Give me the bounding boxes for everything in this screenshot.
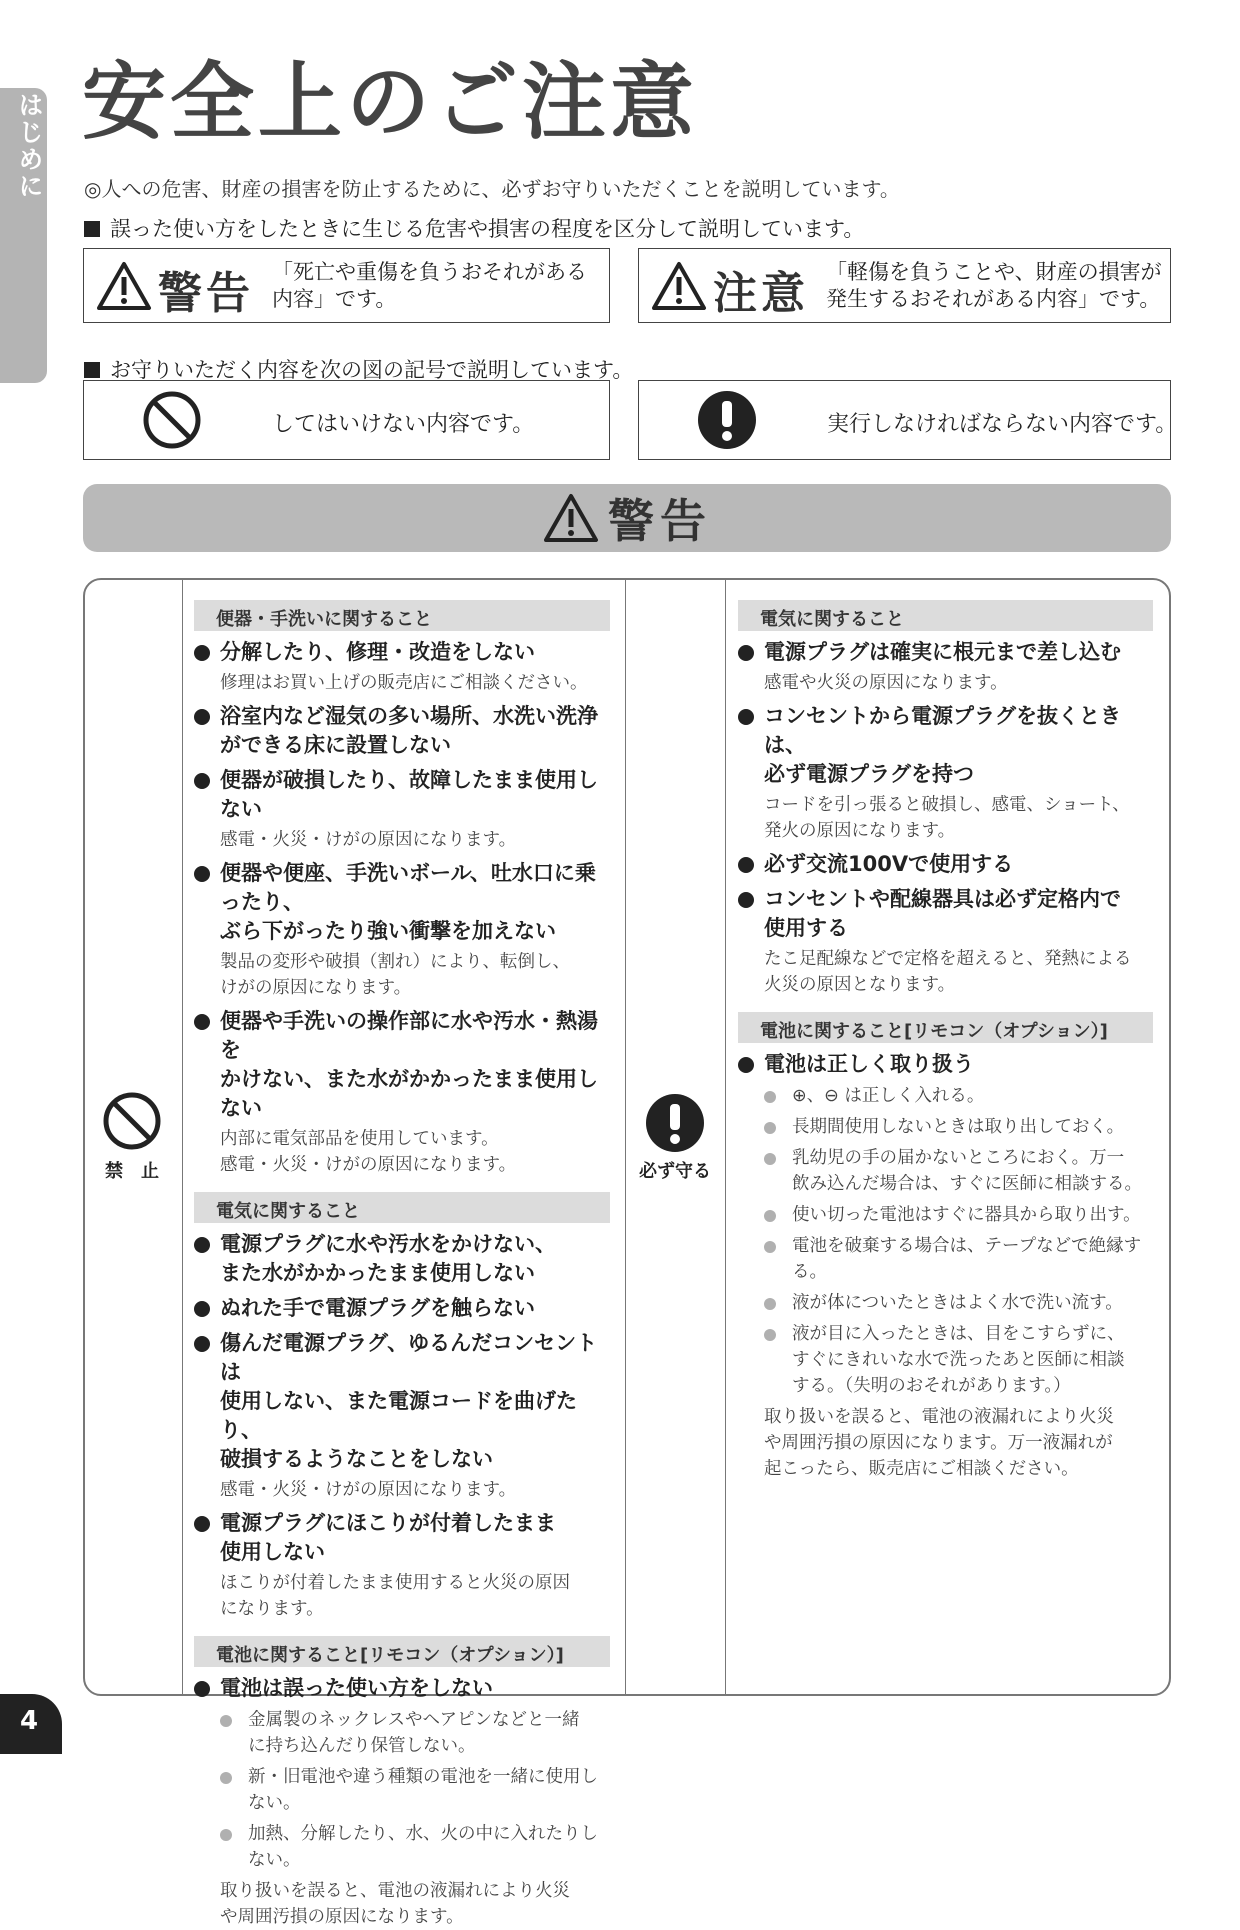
item-body	[764, 850, 1153, 879]
sub-bullet-icon	[764, 1210, 776, 1222]
caution-label: 注意	[713, 268, 809, 319]
footnote-line: や周囲汚損の原因になります。万一液漏れが	[764, 1433, 1113, 1453]
item-body	[220, 1230, 610, 1288]
item-title: 破損するようなことをしない	[220, 1447, 493, 1471]
list-item	[738, 702, 1153, 844]
banner-label: 警告	[608, 494, 712, 548]
sub-item-line: 長期間使用しないときは取り出しておく。	[792, 1117, 1125, 1137]
sub-item-line: 新・旧電池や違う種類の電池を一緒に使用しない。	[248, 1767, 598, 1813]
sub-bullet-icon	[220, 1772, 232, 1784]
prohibited-desc: してはいけない内容です。	[272, 412, 535, 437]
sub-item-line: する。（失明のおそれがあります。）	[792, 1376, 1071, 1396]
divider	[625, 580, 626, 1694]
divider	[725, 580, 726, 1694]
item-notes	[764, 792, 1153, 844]
list-item	[194, 1230, 610, 1288]
side-tab-label: はじめに	[15, 92, 44, 200]
sub-list	[764, 1083, 1153, 1399]
item-notes	[220, 670, 610, 696]
list-item	[738, 850, 1153, 879]
sub-bullet-icon	[220, 1829, 232, 1841]
item-body	[764, 702, 1153, 844]
item-title: 必ず電源プラグを持つ	[764, 762, 974, 786]
item-body	[764, 1050, 1153, 1079]
item-title: 分解したり、修理・改造をしない	[220, 640, 535, 664]
item-title: 使用しない、また電源コードを曲げたり、	[220, 1389, 577, 1442]
bullet-icon	[194, 1014, 210, 1030]
item-title: 電源プラグは確実に根元まで差し込む	[764, 640, 1121, 664]
exclamation-icon	[697, 390, 757, 450]
item-body	[220, 1509, 610, 1622]
prohibited-symbol-box	[83, 380, 610, 460]
list-item	[194, 766, 610, 853]
bullet-icon	[738, 1057, 754, 1073]
item-title: コンセントや配線器具は必ず定格内で	[764, 887, 1121, 911]
sub-item-line: 電池を破棄する場合は、テープなどで絶縁する。	[792, 1236, 1142, 1282]
sub-bullet-icon	[220, 1715, 232, 1727]
item-footnote	[764, 1404, 1153, 1482]
item-title: かけない、また水がかかったまま使用しない	[220, 1067, 598, 1120]
sub-item	[764, 1145, 1153, 1197]
category-heading: 便器・手洗いに関すること	[194, 600, 610, 631]
item-body	[220, 1674, 610, 1703]
sub-item-text	[248, 1707, 610, 1759]
mandatory-symbol-box	[638, 380, 1178, 460]
sub-item-text	[792, 1321, 1153, 1399]
bullet-icon	[738, 645, 754, 661]
item-title: 使用する	[764, 916, 848, 940]
category-heading: 電池に関すること[リモコン（オプション）]	[738, 1012, 1153, 1043]
sub-item-line: すぐにきれいな水で洗ったあと医師に相談	[792, 1350, 1125, 1370]
item-body	[220, 638, 610, 696]
category-heading: 電池に関すること[リモコン（オプション）]	[194, 1636, 610, 1667]
item-notes	[220, 1126, 610, 1178]
section-heading-symbols: お守りいただく内容を次の図の記号で説明しています。	[84, 354, 633, 384]
sub-item-line: 液が目に入ったときは、目をこすらずに、	[792, 1324, 1125, 1344]
mandatory-desc: 実行しなければならない内容です。	[827, 412, 1178, 437]
prohibition-icon	[142, 390, 202, 450]
sub-item-line: 液が体についたときはよく水で洗い流す。	[792, 1293, 1123, 1313]
warning-triangle-icon	[542, 492, 600, 544]
item-note: 発火の原因になります。	[764, 821, 956, 841]
sub-bullet-icon	[764, 1329, 776, 1341]
item-body	[220, 1294, 610, 1323]
bullet-icon	[738, 709, 754, 725]
item-note: ほこりが付着したまま使用すると火災の原因	[220, 1573, 570, 1593]
sub-item-text	[248, 1764, 610, 1816]
item-title: 必ず交流100Vで使用する	[764, 852, 1014, 876]
caution-desc-line1: 「軽傷を負うことや、財産の損害が	[826, 260, 1162, 284]
item-notes	[764, 946, 1153, 998]
sub-item-text	[248, 1821, 610, 1873]
list-item	[738, 885, 1153, 998]
footnote-line: 取り扱いを誤ると、電池の液漏れにより火災	[764, 1407, 1114, 1427]
bullet-icon	[194, 1336, 210, 1352]
sub-item-line: 飲み込んだ場合は、すぐに医師に相談する。	[792, 1174, 1142, 1194]
footnote-line: 取り扱いを誤ると、電池の液漏れにより火災	[220, 1881, 570, 1901]
sub-bullet-icon	[764, 1122, 776, 1134]
item-notes	[220, 1477, 610, 1503]
item-title: 電池は正しく取り扱う	[764, 1052, 974, 1076]
item-title: ぶら下がったり強い衝撃を加えない	[220, 919, 556, 943]
item-title: 便器や手洗いの操作部に水や汚水・熱湯を	[220, 1009, 598, 1062]
bullet-icon	[738, 857, 754, 873]
sub-item-line: 乳幼児の手の届かないところにおく。万一	[792, 1148, 1125, 1168]
caution-box	[638, 248, 1171, 323]
sub-item	[764, 1321, 1153, 1399]
intro-text: ◎人への危害、財産の損害を防止するために、必ずお守りいただくことを説明しています。	[84, 177, 900, 201]
item-note: 感電・火災・けがの原因になります。	[220, 1480, 517, 1500]
item-notes	[220, 827, 610, 853]
sub-bullet-icon	[764, 1241, 776, 1253]
sub-item	[764, 1114, 1153, 1140]
sub-item-text	[792, 1083, 1153, 1109]
item-note: 感電・火災・けがの原因になります。	[220, 1155, 517, 1175]
list-item	[194, 1294, 610, 1323]
list-item	[194, 1674, 610, 1703]
item-notes	[764, 670, 1153, 696]
item-body	[220, 702, 610, 760]
warning-triangle-icon	[96, 260, 152, 312]
item-body	[220, 1329, 610, 1503]
sub-item	[764, 1202, 1153, 1228]
item-note: たこ足配線などで定格を超えると、発熱による	[764, 949, 1132, 969]
warning-desc-line2: 内容」です。	[272, 287, 397, 311]
prohibited-caption: 禁 止	[105, 1161, 159, 1182]
item-body	[220, 766, 610, 853]
sub-item-text	[792, 1233, 1153, 1285]
item-title: 浴室内など湿気の多い場所、水洗い洗浄	[220, 704, 598, 728]
item-note: けがの原因になります。	[220, 978, 412, 998]
bullet-icon	[194, 645, 210, 661]
sub-bullet-icon	[764, 1298, 776, 1310]
warning-label: 警告	[158, 268, 254, 319]
list-item	[738, 1050, 1153, 1079]
mandatory-content	[738, 600, 1153, 1482]
category-heading: 電気に関すること	[738, 600, 1153, 631]
item-footnote	[220, 1878, 610, 1930]
sub-list	[220, 1707, 610, 1873]
list-item	[194, 638, 610, 696]
category-heading: 電気に関すること	[194, 1192, 610, 1223]
item-title: また水がかかったまま使用しない	[220, 1261, 535, 1285]
list-item	[194, 859, 610, 1001]
sub-item-line: に持ち込んだり保管しない。	[248, 1736, 476, 1756]
bullet-icon	[194, 773, 210, 789]
bullet-icon	[194, 1516, 210, 1532]
item-notes	[220, 949, 610, 1001]
sub-item	[764, 1290, 1153, 1316]
page-number: 4	[20, 1706, 39, 1736]
item-note: 感電や火災の原因になります。	[764, 673, 1008, 693]
bullet-icon	[738, 892, 754, 908]
warning-box	[83, 248, 610, 323]
item-title: 傷んだ電源プラグ、ゆるんだコンセントは	[220, 1331, 598, 1384]
caution-triangle-icon	[651, 260, 707, 312]
bullet-icon	[194, 709, 210, 725]
divider	[182, 580, 183, 1694]
item-body	[764, 885, 1153, 998]
item-note: になります。	[220, 1599, 324, 1619]
item-title: 便器が破損したり、故障したまま使用しない	[220, 768, 598, 821]
item-note: 内部に電気部品を使用しています。	[220, 1129, 499, 1149]
list-item	[194, 1509, 610, 1622]
warning-banner	[83, 484, 1171, 552]
bullet-icon	[194, 1301, 210, 1317]
square-bullet-icon	[84, 221, 100, 237]
caution-desc-line2: 発生するおそれがある内容」です。	[826, 287, 1161, 311]
footnote-line: 起こったら、販売店にご相談ください。	[764, 1459, 1079, 1479]
sub-item-text	[792, 1114, 1153, 1140]
item-title: 使用しない	[220, 1540, 325, 1564]
item-title: ぬれた手で電源プラグを触らない	[220, 1296, 535, 1320]
item-body	[220, 859, 610, 1001]
item-title: 便器や便座、手洗いボール、吐水口に乗ったり、	[220, 861, 596, 914]
item-note: 感電・火災・けがの原因になります。	[220, 830, 517, 850]
item-body	[220, 1007, 610, 1178]
item-title: コンセントから電源プラグを抜くときは、	[764, 704, 1121, 757]
list-item	[738, 638, 1153, 696]
section-heading-severity: 誤った使い方をしたときに生じる危害や損害の程度を区分して説明しています。	[84, 213, 864, 243]
list-item	[194, 1007, 610, 1178]
sub-item-line: 加熱、分解したり、水、火の中に入れたりしない。	[248, 1824, 598, 1870]
sub-bullet-icon	[764, 1091, 776, 1103]
bullet-icon	[194, 1681, 210, 1697]
sub-item	[220, 1707, 610, 1759]
bullet-icon	[194, 1237, 210, 1253]
item-note: 製品の変形や破損（割れ）により、転倒し、	[220, 952, 570, 972]
sub-item	[764, 1083, 1153, 1109]
item-note: 修理はお買い上げの販売店にご相談ください。	[220, 673, 588, 693]
sub-item	[220, 1821, 610, 1873]
item-title: 電池は誤った使い方をしない	[220, 1676, 493, 1700]
page-title: 安全上のご注意	[82, 53, 699, 151]
bullet-icon	[194, 866, 210, 882]
list-item	[194, 702, 610, 760]
warning-desc-line1: 「死亡や重傷を負うおそれがある	[272, 260, 587, 284]
sub-item	[220, 1764, 610, 1816]
square-bullet-icon	[84, 362, 100, 378]
sub-item-line: 使い切った電池はすぐに器具から取り出す。	[792, 1205, 1141, 1225]
item-title: ができる床に設置しない	[220, 733, 451, 757]
item-title: 電源プラグにほこりが付着したまま	[220, 1511, 556, 1535]
sub-item-line: 金属製のネックレスやヘアピンなどと一緒	[248, 1710, 580, 1730]
sub-item	[764, 1233, 1153, 1285]
list-item	[194, 1329, 610, 1503]
sub-bullet-icon	[764, 1153, 776, 1165]
sub-item-text	[792, 1202, 1153, 1228]
sub-item-line: ⊕、⊖ は正しく入れる。	[792, 1086, 985, 1106]
exclamation-icon	[645, 1093, 705, 1153]
sub-item-text	[792, 1145, 1153, 1197]
prohibition-icon	[102, 1091, 162, 1151]
item-note: コードを引っ張ると破損し、感電、ショート、	[764, 795, 1130, 815]
item-notes	[220, 1570, 610, 1622]
footnote-line: や周囲汚損の原因になります。	[220, 1907, 464, 1927]
item-title: 電源プラグに水や汚水をかけない、	[220, 1232, 556, 1256]
item-note: 火災の原因となります。	[764, 975, 956, 995]
page-number-badge	[0, 1694, 62, 1754]
sub-item-text	[792, 1290, 1153, 1316]
prohibited-content	[194, 600, 610, 1930]
mandatory-caption: 必ず守る	[639, 1161, 711, 1182]
item-body	[764, 638, 1153, 696]
